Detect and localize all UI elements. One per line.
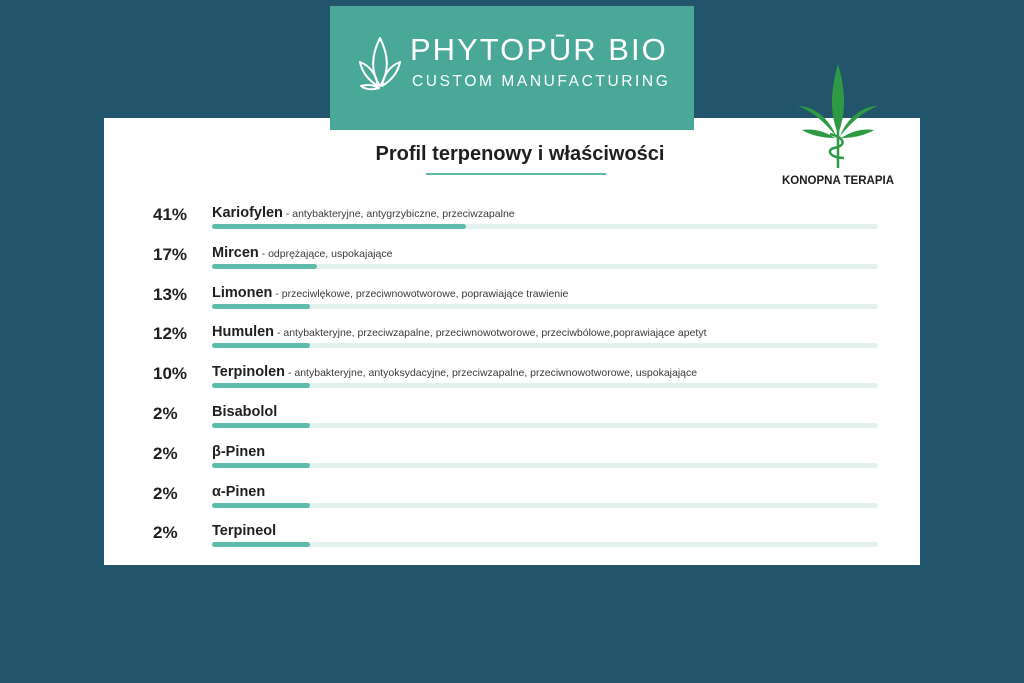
cannabis-caduceus-icon xyxy=(790,62,886,170)
terpene-properties: - antybakteryjne, antyoksydacyjne, przeciwzapalne, przeciwnowotworowe, uspokajające xyxy=(285,367,698,379)
terpene-label xyxy=(212,244,392,262)
bar-track xyxy=(212,224,878,229)
title-underline xyxy=(426,173,606,175)
percentage-label: 10% xyxy=(153,364,188,383)
terpene-properties: - antybakteryjne, antygrzybiczne, przeciwzapalne xyxy=(282,208,515,220)
percentage-label: 17% xyxy=(153,245,188,264)
bar-track xyxy=(212,343,878,348)
bar-track xyxy=(212,423,878,428)
terpene-label xyxy=(212,323,707,341)
hemp-leaf-icon xyxy=(358,34,402,92)
bar-fill xyxy=(212,463,310,468)
terpene-name: Terpineol xyxy=(212,523,277,539)
terpene-row xyxy=(0,245,1024,285)
terpene-row xyxy=(0,484,1024,524)
terpene-name: Bisabolol xyxy=(212,404,278,420)
terpene-label xyxy=(212,522,276,540)
bar-fill xyxy=(212,423,310,428)
partner-name: KONOPNA TERAPIA xyxy=(781,175,895,187)
terpene-label xyxy=(212,284,568,302)
terpene-row xyxy=(0,404,1024,444)
terpene-name: Mircen xyxy=(212,245,259,261)
terpene-properties: - antybakteryjne, przeciwzapalne, przeciwnowotworowe, przeciwbólowe,poprawiające apetyt xyxy=(274,327,707,339)
terpene-properties: - przeciwlękowe, przeciwnowotworowe, poprawiające trawienie xyxy=(272,288,569,300)
bar-track xyxy=(212,264,878,269)
terpene-label xyxy=(212,204,515,222)
bar-fill xyxy=(212,264,317,269)
bar-fill xyxy=(212,503,310,508)
bar-fill xyxy=(212,542,310,547)
brand-banner xyxy=(330,6,694,130)
terpene-label xyxy=(212,363,697,381)
bar-track xyxy=(212,542,878,547)
terpene-name: Kariofylen xyxy=(212,205,283,221)
bar-fill xyxy=(212,224,466,229)
terpene-row xyxy=(0,523,1024,563)
terpene-label xyxy=(212,443,265,461)
terpene-name: β-Pinen xyxy=(212,444,266,460)
bar-track xyxy=(212,304,878,309)
percentage-label: 13% xyxy=(153,285,188,304)
terpene-name: α-Pinen xyxy=(212,484,266,500)
percentage-label: 41% xyxy=(153,205,188,224)
brand-name: PHYTOPŪR BIO xyxy=(410,32,668,67)
terpene-row xyxy=(0,285,1024,325)
bar-fill xyxy=(212,383,310,388)
terpene-name: Limonen xyxy=(212,285,273,301)
percentage-label: 2% xyxy=(153,444,178,463)
terpene-row xyxy=(0,205,1024,245)
bar-fill xyxy=(212,343,310,348)
bar-track xyxy=(212,463,878,468)
percentage-label: 2% xyxy=(153,523,178,542)
terpene-label xyxy=(212,403,277,421)
terpene-row xyxy=(0,364,1024,404)
terpene-row xyxy=(0,324,1024,364)
bar-track xyxy=(212,503,878,508)
terpene-row xyxy=(0,444,1024,484)
chart-title: Profil terpenowy i właściwości xyxy=(375,143,665,165)
bar-track xyxy=(212,383,878,388)
percentage-label: 12% xyxy=(153,324,188,343)
terpene-name: Terpinolen xyxy=(212,364,286,380)
bar-fill xyxy=(212,304,310,309)
percentage-label: 2% xyxy=(153,484,178,503)
brand-subtitle: CUSTOM MANUFACTURING xyxy=(412,73,671,90)
terpene-properties: - odprężające, uspokajające xyxy=(258,248,393,260)
terpene-label xyxy=(212,483,265,501)
terpene-name: Humulen xyxy=(212,324,275,340)
percentage-label: 2% xyxy=(153,404,178,423)
